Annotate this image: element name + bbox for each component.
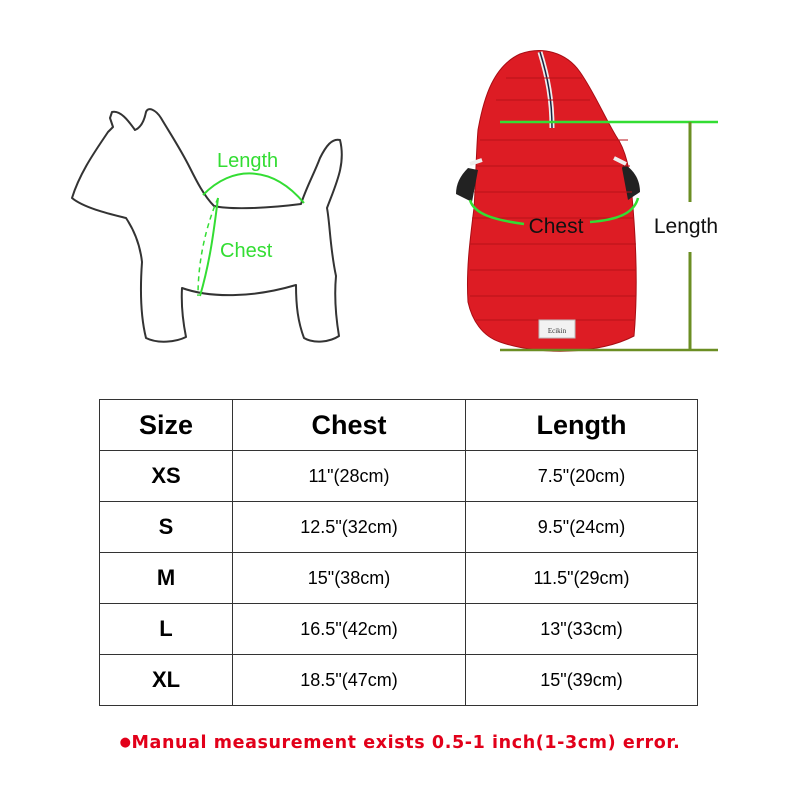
- dog-chest-guide-solid: [200, 198, 218, 296]
- table-row: [100, 604, 698, 655]
- table-row: [100, 655, 698, 706]
- coat-chest-label: Chest: [528, 215, 584, 238]
- length-cell: 11.5"(29cm): [466, 553, 698, 604]
- size-cell: M: [100, 553, 233, 604]
- header-size: Size: [100, 400, 233, 451]
- dog-chest-guide-dashed: [198, 198, 218, 296]
- chest-cell: 11"(28cm): [233, 451, 466, 502]
- length-cell: 13"(33cm): [466, 604, 698, 655]
- size-cell: XS: [100, 451, 233, 502]
- chest-cell: 18.5"(47cm): [233, 655, 466, 706]
- table-header-row: [100, 400, 698, 451]
- size-cell: S: [100, 502, 233, 553]
- length-cell: 7.5"(20cm): [466, 451, 698, 502]
- length-cell: 9.5"(24cm): [466, 502, 698, 553]
- chest-cell: 15"(38cm): [233, 553, 466, 604]
- table-row: [100, 502, 698, 553]
- dog-length-label: Length: [217, 150, 279, 172]
- size-cell: XL: [100, 655, 233, 706]
- coat-photo: [456, 51, 718, 352]
- chest-cell: 12.5"(32cm): [233, 502, 466, 553]
- chest-cell: 16.5"(42cm): [233, 604, 466, 655]
- size-chart-table: [99, 399, 698, 706]
- header-chest: Chest: [233, 400, 466, 451]
- table-row: [100, 451, 698, 502]
- dog-diagram: [0, 0, 800, 380]
- illustrations: [0, 0, 800, 380]
- header-length: Length: [466, 400, 698, 451]
- note-text: Manual measurement exists 0.5-1 inch(1-3cm) error.: [131, 733, 681, 753]
- length-cell: 15"(39cm): [466, 655, 698, 706]
- dog-chest-label: Chest: [220, 240, 273, 262]
- coat-length-label: Length: [653, 215, 719, 238]
- measurement-note: [0, 733, 800, 753]
- coat-tag-text: Ecikin: [547, 327, 567, 335]
- table-row: [100, 553, 698, 604]
- dog-outline: [72, 109, 342, 342]
- note-bullet-icon: ●: [119, 735, 132, 750]
- size-cell: L: [100, 604, 233, 655]
